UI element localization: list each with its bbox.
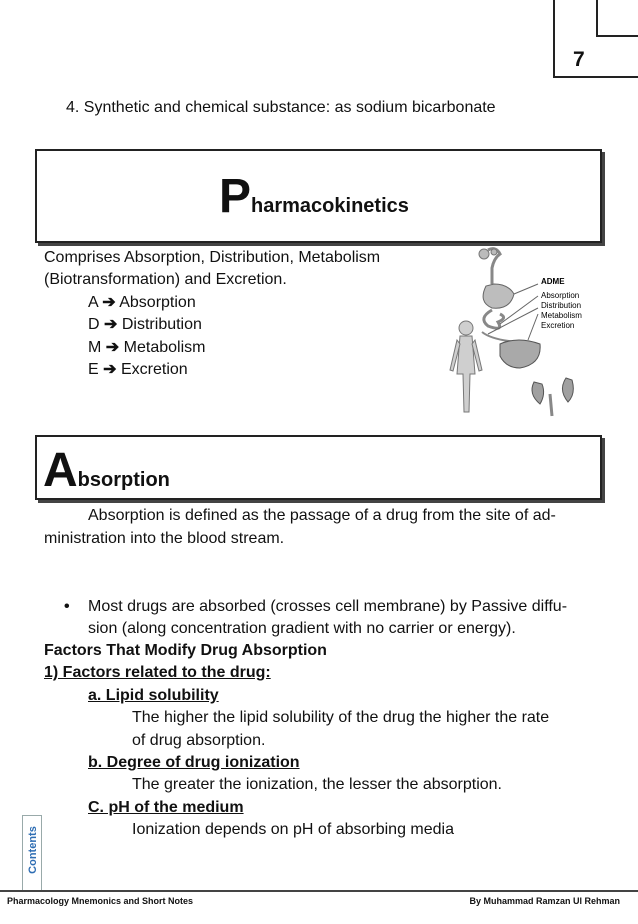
factor-a-heading: a. Lipid solubility bbox=[88, 687, 219, 704]
factor-c-line: Ionization depends on pH of absorbing media bbox=[132, 821, 454, 838]
factor-a-line2: of drug absorption. bbox=[132, 732, 266, 749]
contents-tab-label: Contents bbox=[27, 826, 39, 874]
title-initial-a: A bbox=[43, 444, 78, 497]
pk-intro-line1: Comprises Absorption, Distribution, Metabolism bbox=[44, 249, 381, 266]
page-corner-box bbox=[596, 0, 638, 37]
contents-tab[interactable] bbox=[22, 815, 42, 890]
adme-item-d: D ➔ Distribution bbox=[88, 316, 202, 333]
title-rest: harmacokinetics bbox=[251, 195, 409, 217]
factor-c-heading: C. pH of the medium bbox=[88, 799, 244, 816]
absorption-def-line2: ministration into the blood stream. bbox=[44, 530, 285, 547]
bullet-line2: sion (along concentration gradient with no carrier or energy). bbox=[88, 620, 516, 637]
factor-b-line: The greater the ionization, the lesser the absorption. bbox=[132, 776, 502, 793]
title-initial-p: P bbox=[219, 170, 252, 223]
pharmacokinetics-title-box bbox=[35, 149, 602, 243]
adme-item-e: E ➔ Excretion bbox=[88, 361, 188, 378]
adme-fig-label-excretion: Excretion bbox=[541, 321, 575, 330]
absorption-title bbox=[43, 444, 170, 497]
page-number: 7 bbox=[573, 48, 585, 71]
adme-fig-title: ADME bbox=[541, 277, 565, 286]
title-rest: bsorption bbox=[77, 469, 170, 491]
bullet-icon: • bbox=[64, 598, 70, 615]
factor-a-line1: The higher the lipid solubility of the drug the higher the rate bbox=[132, 709, 550, 726]
pharmacokinetics-title bbox=[219, 170, 409, 223]
footer-right-text: By Muhammad Ramzan Ul Rehman bbox=[469, 896, 620, 906]
bullet-line1: Most drugs are absorbed (crosses cell membrane) by Passive diffu- bbox=[88, 598, 568, 615]
adme-fig-label-metabolism: Metabolism bbox=[541, 311, 582, 320]
list-item-4: 4. Synthetic and chemical substance: as sodium bicarbonate bbox=[66, 99, 496, 116]
absorption-title-box bbox=[35, 435, 602, 500]
pk-intro-line2: (Biotransformation) and Excretion. bbox=[44, 271, 287, 288]
adme-body-figure bbox=[448, 244, 598, 420]
footer-divider bbox=[0, 890, 638, 892]
factors-subheading: 1) Factors related to the drug: bbox=[44, 664, 271, 681]
adme-item-m: M ➔ Metabolism bbox=[88, 339, 206, 356]
absorption-def-line1: Absorption is defined as the passage of a drug from the site of ad- bbox=[88, 507, 556, 524]
footer-left-text: Pharmacology Mnemonics and Short Notes bbox=[7, 896, 194, 906]
adme-fig-label-distribution: Distribution bbox=[541, 301, 582, 310]
adme-fig-label-absorption: Absorption bbox=[541, 291, 580, 300]
adme-item-a: A ➔ Absorption bbox=[88, 294, 196, 311]
factors-heading: Factors That Modify Drug Absorption bbox=[44, 642, 327, 659]
factor-b-heading: b. Degree of drug ionization bbox=[88, 754, 300, 771]
